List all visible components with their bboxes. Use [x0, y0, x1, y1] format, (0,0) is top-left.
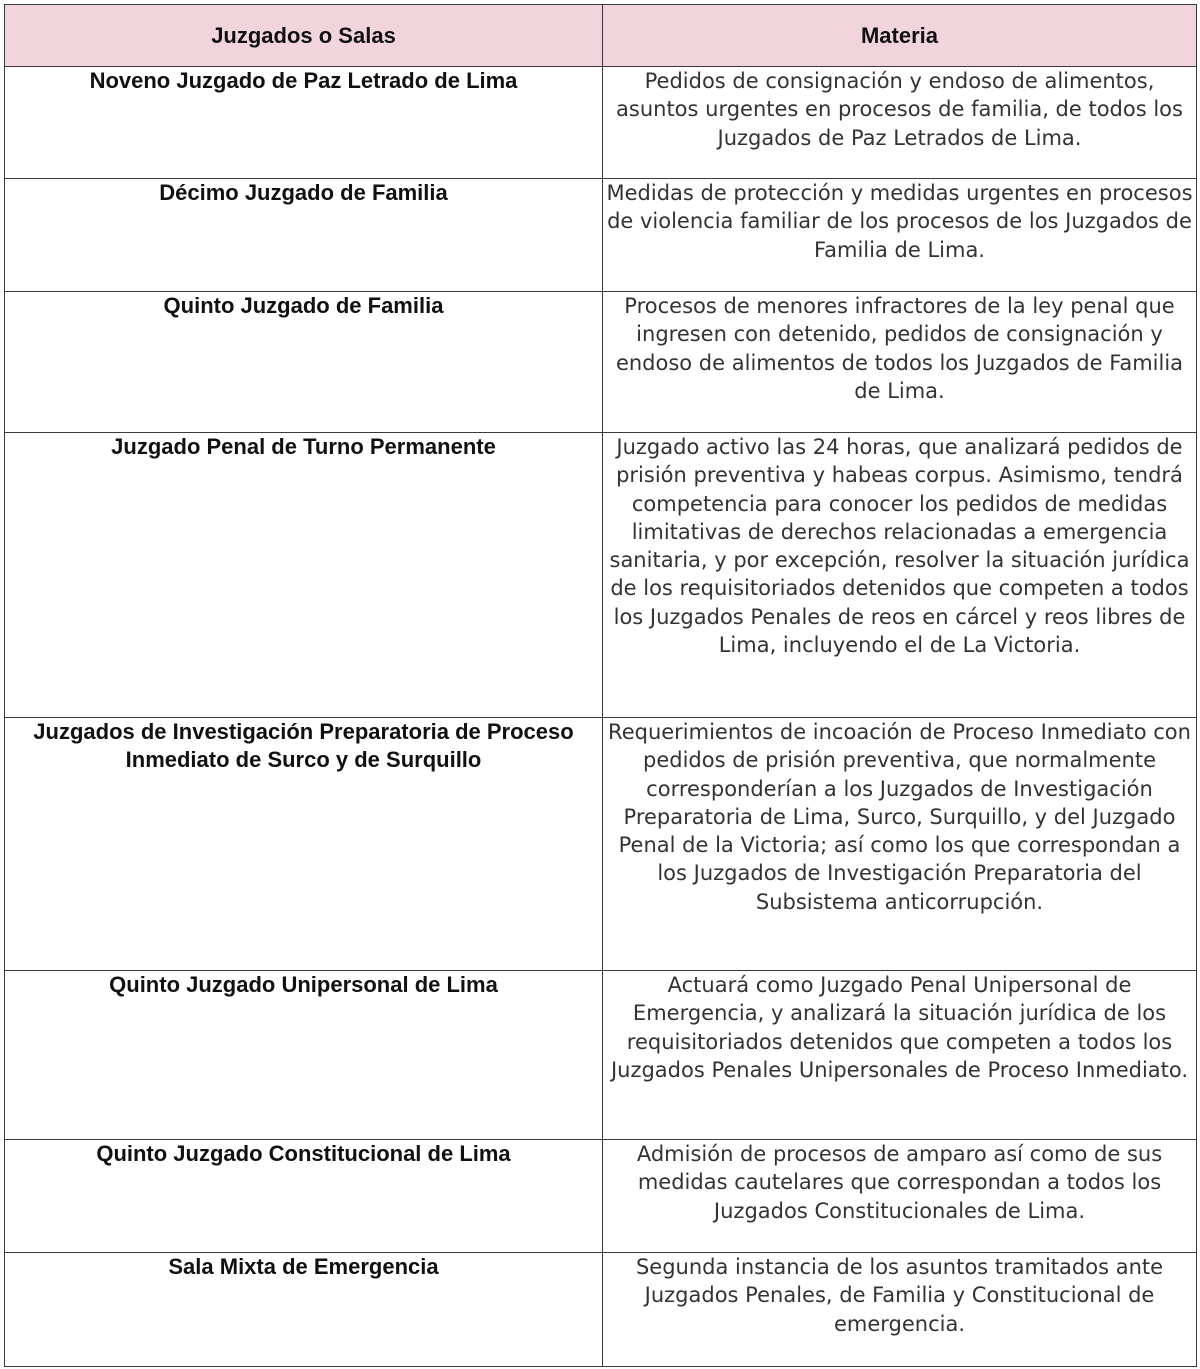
court-name-cell: Juzgado Penal de Turno Permanente: [5, 433, 603, 718]
header-row: [5, 5, 1197, 67]
table-row: [5, 292, 1197, 433]
matter-cell: Segunda instancia de los asuntos tramitados ante Juzgados Penales, de Familia y Constitucional de emergencia.: [603, 1253, 1197, 1367]
matter-cell: Requerimientos de incoación de Proceso Inmediato con pedidos de prisión preventiva, que normalmente corresponderían a los Juzgados de Investigación Preparatoria de Lima, Surco, Surquillo, y del Juzgado Penal de la Victoria; así como los que correspondan a los Juzgados de Investigación Preparatoria del Subsistema anticorrupción.: [603, 718, 1197, 971]
court-name-cell: Juzgados de Investigación Preparatoria de Proceso Inmediato de Surco y de Surquillo: [5, 718, 603, 971]
table-row: [5, 718, 1197, 971]
court-name-cell: Quinto Juzgado de Familia: [5, 292, 603, 433]
column-header-matter: Materia: [603, 5, 1197, 67]
table-row: [5, 971, 1197, 1140]
table-row: [5, 67, 1197, 179]
court-name-cell: Sala Mixta de Emergencia: [5, 1253, 603, 1367]
court-name-cell: Noveno Juzgado de Paz Letrado de Lima: [5, 67, 603, 179]
courts-table: [4, 4, 1197, 1367]
court-name-cell: Quinto Juzgado Constitucional de Lima: [5, 1140, 603, 1253]
matter-cell: Juzgado activo las 24 horas, que analizará pedidos de prisión preventiva y habeas corpus. Asimismo, tendrá competencia para conocer los pedidos de medidas limitativas de derechos relacionadas a emergencia sanitaria, y por excepción, resolver la situación jurídica de los requisitoriados detenidos que competen a todos los Juzgados Penales de reos en cárcel y reos libres de Lima, incluyendo el de La Victoria.: [603, 433, 1197, 718]
matter-cell: Procesos de menores infractores de la ley penal que ingresen con detenido, pedidos de consignación y endoso de alimentos de todos los Juzgados de Familia de Lima.: [603, 292, 1197, 433]
table-row: [5, 1140, 1197, 1253]
table-row: [5, 433, 1197, 718]
column-header-courts: Juzgados o Salas: [5, 5, 603, 67]
matter-cell: Admisión de procesos de amparo así como de sus medidas cautelares que correspondan a todos los Juzgados Constitucionales de Lima.: [603, 1140, 1197, 1253]
matter-cell: Pedidos de consignación y endoso de alimentos, asuntos urgentes en procesos de familia, de todos los Juzgados de Paz Letrados de Lima.: [603, 67, 1197, 179]
table-row: [5, 1253, 1197, 1367]
court-name-cell: Quinto Juzgado Unipersonal de Lima: [5, 971, 603, 1140]
matter-cell: Actuará como Juzgado Penal Unipersonal de Emergencia, y analizará la situación jurídica de los requisitoriados detenidos que competen a todos los Juzgados Penales Unipersonales de Proceso Inmediato.: [603, 971, 1197, 1140]
matter-cell: Medidas de protección y medidas urgentes en procesos de violencia familiar de los procesos de los Juzgados de Familia de Lima.: [603, 179, 1197, 292]
table-row: [5, 179, 1197, 292]
court-name-cell: Décimo Juzgado de Familia: [5, 179, 603, 292]
